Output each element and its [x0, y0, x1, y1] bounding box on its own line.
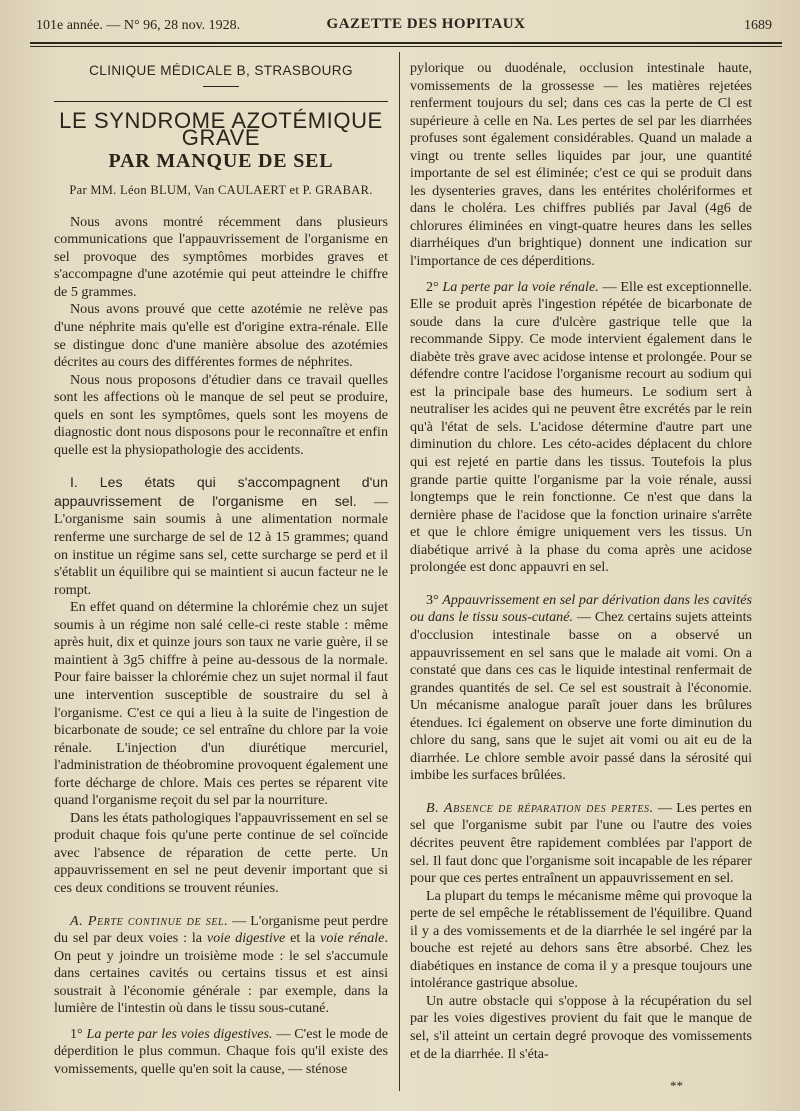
intro-paragraph: Nous nous proposons d'étudier dans ce travail quelles sont les affections où le manque de sel peut se produire, quels en sont les symptômes, quels sont les moyens de diagnostic dont nous disposons pour le reconnaître et enfin quelle est la physiopathologie des accidents.: [54, 371, 388, 458]
section-1-paragraph: En effet quand on détermine la chlorémie chez un sujet soumis à un régime non salé celle-ci reste stable : même après huit, dix et quinze jours son taux ne varie guère, il se maintient à 3g5 chiffre à peine au-dessous de la normale. Pour faire baisser la chlorémie chez un sujet normal il faut une intervention susceptible de soustraire du sel à l'organisme. C'est ce qui a lieu à la suite de l'ingestion de bicarbonate de soude; ce sel entraîne du chlore par la voie rénale. L'injection d'un diurétique mercuriel, l'administration de théobromine provoquent également une forte décharge de chlore. Mais ces pertes se réparent vite quand l'organisme reçoit du sel par la nourriture.: [54, 599, 388, 809]
header-rule: [30, 42, 782, 44]
continuation-mark: **: [670, 1078, 683, 1093]
subsection-1-paragraph: 1° La perte par les voies digestives. — C'est le mode de déperdition le plus commun. Chaque fois qu'il existe des vomissements, quelle qu'en soit la cause, — sténose: [54, 1025, 388, 1077]
article-subtitle: PAR MANQUE DE SEL: [108, 149, 334, 172]
issue-info: 101e année. — N° 96, 28 nov. 1928.: [36, 18, 241, 33]
right-column: [410, 60, 752, 1063]
header-rule-thin: [30, 46, 782, 47]
clinic-divider: [203, 86, 239, 87]
title-divider: [54, 101, 388, 102]
journal-title: GAZETTE DES HOPITAUX: [326, 16, 526, 32]
intro-paragraph: Nous avons prouvé que cette azotémie ne relève pas d'une néphrite mais qu'elle est d'origine extra-rénale. Elle se distingue donc d'une manière absolue des azotémies décrites au cours des différentes formes de néphrites.: [54, 301, 388, 371]
subsection-3-paragraph: 3° Appauvrissement en sel par dérivation dans les cavités ou dans le tissu sous-cutané. — Chez certains sujets atteints d'occlusion intestinale basse on a observé un appauvrissement en sel sans que le malade ait vomi. On a constaté que dans ces cas le liquide intestinal renfermait de grandes quantités de sel. Ce sel est soustrait à l'économie. Un mécanisme analogue paraît jouer dans les brûlures étendues. Ici également on observe une forte diminution du chlore du sang, sans que le sujet ait vomi ou ait eu de la diarrhée. Le chlore semble avoir passé dans la sérosité qui imbibe les surfaces brûlées.: [410, 591, 752, 784]
section-1-heading: I. Les états qui s'accompagnent d'un appauvrissement de l'organisme en sel.: [54, 474, 388, 509]
section-b-paragraph: La plupart du temps le mécanisme même qui provoque la perte de sel empêche le rétablissement de l'équilibre. Quand il y a des vomissements et de la diarrhée le sel ingéré par la bouche est rejeté au dehors sans être absorbé. Chez les diabétiques en instance de coma il y a presque toujours une intolérance gastrique absolue.: [410, 887, 752, 992]
section-1-paragraph: Dans les états pathologiques l'appauvrissement en sel se produit chaque fois qu'une perte continue de sel coïncide avec l'absence de réparation de cette perte. Un appauvrissement en sel ne peut devenir important que si ces deux conditions se trouvent réunies.: [54, 809, 388, 896]
article-authors: Par MM. Léon BLUM, Van CAULAERT et P. GRABAR.: [69, 183, 373, 198]
subsection-3-heading: Appauvrissement en sel par dérivation dans les cavités ou dans le tissu sous-cutané.: [410, 591, 752, 626]
page-number: 1689: [744, 18, 772, 33]
section-b-heading: B. Absence de réparation des pertes.: [426, 799, 654, 816]
section-a-paragraph: A. Perte continue de sel. — L'organisme peut perdre du sel par deux voies : la voie digestive et la voie rénale. On peut y joindre un troisième mode : le sel s'accumule dans certaines cavités ou certains tissus et est ainsi soustrait à l'économie générale : par exemple, dans la lumière de l'intestin où dans le tissu sous-cutané.: [54, 912, 388, 1017]
subsection-2-heading: La perte par la voie rénale.: [442, 278, 599, 295]
article-title: LE SYNDROME AZOTÉMIQUE GRAVE: [59, 107, 383, 151]
column-separator: [399, 52, 400, 1091]
subsection-2-paragraph: 2° La perte par la voie rénale. — Elle est exceptionnelle. Elle se produit après l'ingestion répétée de bicarbonate de soude dans la cure d'ulcère gastrique telle que la recommande Sippy. Ce mode intervient également dans le diabète très grave avec acidose intense et prolongée. Pour se défendre contre l'acidose l'organisme recourt au sodium qui est la principale base des humeurs. Le sodium sert à neutraliser les acides qui ne peuvent être excrétés par le rein qu'à l'état de sels. L'acidose détermine d'autre part une diminution du chlore. Les céto-acides déplacent du chlore qui est rejeté en partie dans les tissus. Toutefois la plus grande partie quitte l'organisme par la voie rénale, aussi longtemps que le rein fonctionne. Ce n'est que dans la dernière phase de l'acidose que la fonction urinaire s'arrête et que le chlore émigre uniquement vers les tissus. Un diabétique arrivé à la phase du coma après une acidose prolongée est donc appauvri en sel.: [410, 278, 752, 576]
section-b-paragraph: B. Absence de réparation des pertes. — Les pertes en sel que l'organisme subit par l'une ou l'autre des voies décrites peuvent être rapidement comblées par l'apport de sel. Il faut donc que l'organisme soit incapable de les réparer pour que ces pertes entraînent un appauvrissement en sel.: [410, 799, 752, 887]
running-header: [36, 14, 772, 38]
section-1-paragraph: I. Les états qui s'accompagnent d'un appauvrissement de l'organisme en sel. — L'organisme sain soumis à une alimentation normale renferme une surcharge de sel de 12 à 15 grammes; quand on institue un régime sans sel, cette surcharge se perd et il s'établit un équilibre qui se maintient si aucun facteur ne le rompt.: [54, 474, 388, 598]
subsection-1-continuation: pylorique ou duodénale, occlusion intestinale haute, vomissements de la grossesse — les matières rejetées renferment toujours du sel; dans ces cas la perte de Cl est supérieure à celle en Na. Les pertes de sel par les diarrhées profuses sont également considérables. Quand un malade a vingt ou trente selles liquides par jour, une quantité importante de sel est éliminée; c'est ce qui se produit dans les dysenteries graves, dans les entérites cholériformes et dans le choléra. Les chiffres publiés par Javal (4g6 de chlorures éliminées en vingt-quatre heures dans les selles diarrhéiques d'un brightique) donnent une indication sur l'importance de ces déperditions.: [410, 60, 752, 270]
intro-paragraph: Nous avons montré récemment dans plusieurs communications que l'appauvrissement de l'organisme en sel provoque des symptômes morbides graves et s'accompagne d'une azotémie qui peut atteindre le chiffre de 5 grammes.: [54, 213, 388, 300]
clinic-name: CLINIQUE MÉDICALE B, STRASBOURG: [89, 63, 353, 78]
section-a-heading: A. Perte continue de sel.: [70, 912, 229, 929]
section-b-paragraph: Un autre obstacle qui s'oppose à la récupération du sel par les voies digestives provient du fait que le manque de sel, s'il atteint un certain degré provoque des vomissements et de la diarrhée. Il s'éta-: [410, 992, 752, 1062]
subsection-1-heading: La perte par les voies digestives.: [86, 1025, 273, 1042]
left-column: [54, 58, 388, 1078]
